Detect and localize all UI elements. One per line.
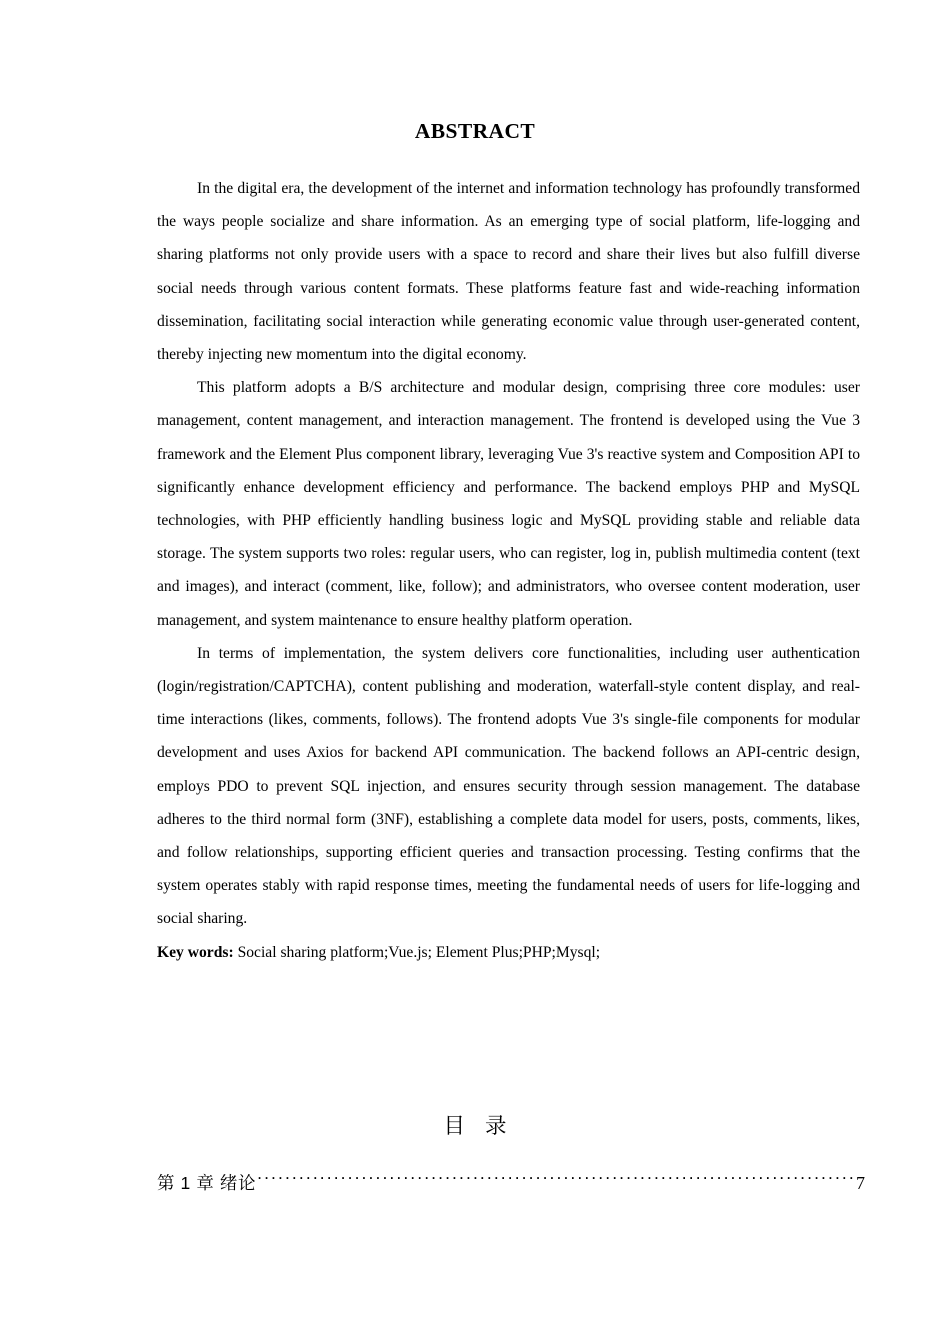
toc-entry-title: 第 1 章 绪论	[157, 1173, 257, 1193]
abstract-body	[157, 172, 860, 969]
keywords-label: Key words:	[157, 943, 234, 961]
toc-heading-char-lu: 录	[485, 1114, 507, 1138]
keywords-line	[157, 936, 860, 969]
abstract-paragraph: This platform adopts a B/S architecture and modular design, comprising three core modules: user management, content management, and interaction management. The frontend is developed using the Vue 3 framework and the Element Plus component library, leveraging Vue 3's reactive system and Composition API to significantly enhance development efficiency and performance. The backend employs PHP and MySQL technologies, with PHP efficiently handling business logic and MySQL providing stable and reliable data storage. The system supports two roles: regular users, who can register, log in, publish multimedia content (text and images), and interact (comment, like, follow); and administrators, who oversee content moderation, user management, and system maintenance to ensure healthy platform operation.	[157, 379, 860, 629]
abstract-paragraph: In the digital era, the development of the internet and information technology has profoundly transformed the ways people socialize and share information. As an emerging type of social platform, life-logging and sharing platforms not only provide users with a space to record and share their lives but also fulfill diverse social needs through various content formats. These platforms feature fast and wide-reaching information dissemination, facilitating social interaction while generating economic value through user-generated content, thereby injecting new momentum into the digital economy.	[157, 180, 860, 364]
toc-list	[157, 1168, 865, 1198]
toc-entry-page-number: 7	[856, 1173, 865, 1193]
keywords-value: Social sharing platform;Vue.js; Element Plus;PHP;Mysql;	[237, 943, 601, 961]
toc-heading	[0, 1110, 950, 1142]
abstract-heading: ABSTRACT	[414, 119, 536, 143]
abstract-paragraph: In terms of implementation, the system delivers core functionalities, including user authentication (login/registration/CAPTCHA), content publishing and moderation, waterfall-style content display, and real-time interactions (likes, comments, follows). The frontend adopts Vue 3's single-file components for modular development and uses Axios for backend API communication. The backend follows an API-centric design, employs PDO to prevent SQL injection, and ensures security through session management. The database adheres to the third normal form (3NF), establishing a complete data model for users, posts, comments, likes, and follow relationships, supporting efficient queries and transaction processing. Testing confirms that the system operates stably with rapid response times, meeting the fundamental needs of users for life-logging and social sharing.	[157, 644, 860, 928]
toc-entry[interactable]	[157, 1168, 865, 1198]
toc-leader-dots	[257, 1172, 853, 1190]
toc-heading-char-mu: 目	[443, 1114, 465, 1138]
